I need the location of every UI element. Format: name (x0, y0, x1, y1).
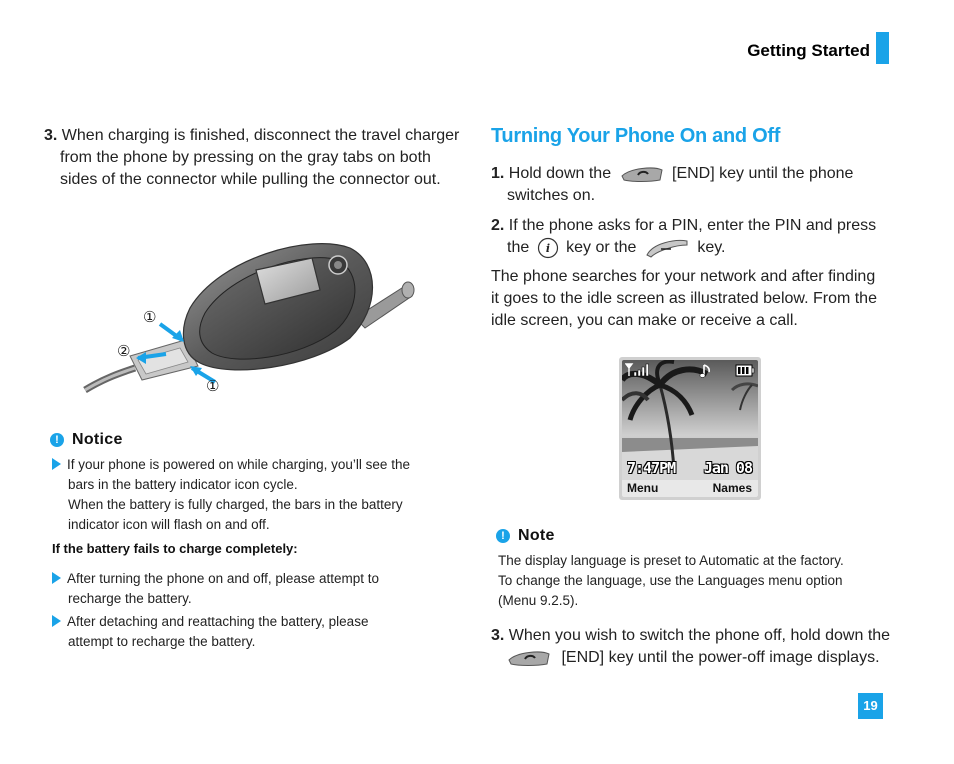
right-paragraph (491, 266, 901, 332)
notice-bullet-1-line-3: When the battery is fully charged, the bars in the battery (68, 497, 403, 512)
figure-callout-1-top: ① (143, 309, 157, 326)
note-line-2: To change the language, use the Languages menu option (498, 573, 843, 588)
section-heading: Turning Your Phone On and Off (491, 125, 781, 147)
right-step-2-text: If the phone asks for a PIN, enter the PIN and press (508, 217, 877, 234)
screen-softkey-menu: Menu (627, 481, 659, 495)
signal-icon (625, 363, 651, 377)
right-step-3 (491, 625, 901, 669)
warning-icon: ! (496, 529, 510, 543)
notice-bullet-1-line-2: bars in the battery indicator icon cycle. (68, 477, 298, 492)
section-title: Getting Started (747, 41, 870, 60)
bullet-triangle-icon (52, 458, 61, 470)
screen-softkey-bar (622, 480, 758, 497)
left-step-3 (44, 125, 460, 191)
notice-subhead: If the battery fails to charge completely: (52, 541, 298, 556)
notice-bullet-1-line-4: indicator icon will flash on and off. (68, 517, 270, 532)
right-paragraph-line-1: The phone searches for your network and after finding (491, 268, 876, 285)
notice-bullet-2-line-2: recharge the battery. (68, 591, 192, 606)
right-step-2-mid: key or the (566, 239, 637, 257)
right-step-3-line-1: When you wish to switch the phone off, hold down the (508, 627, 891, 644)
right-step-2-number: 2. (491, 217, 505, 234)
figure-callout-2: ② (117, 343, 131, 360)
note-body (498, 551, 898, 611)
notice-bullet-3 (52, 612, 452, 652)
right-step-1-line-2: switches on. (507, 187, 596, 204)
note-line-3: (Menu 9.2.5). (498, 593, 579, 608)
notice-bullet-2 (52, 569, 452, 609)
right-step-1-number: 1. (491, 165, 505, 182)
notice-header (50, 431, 123, 449)
right-step-1-after: [END] key until the phone (672, 165, 854, 182)
right-step-1 (491, 163, 891, 207)
note-header (496, 527, 555, 545)
right-step-2 (491, 215, 891, 259)
figure-callout-1-bottom: ① (206, 378, 220, 395)
right-step-2-end: key. (697, 239, 726, 257)
right-step-1-before: Hold down the (508, 165, 612, 182)
notice-bullet-3-line-1: After detaching and reattaching the battery, please (67, 614, 369, 629)
svg-text:i: i (545, 242, 550, 255)
section-accent-bar (876, 32, 889, 64)
right-paragraph-line-3: idle screen, you can make or receive a call. (491, 312, 798, 329)
note-line-1: The display language is preset to Automatic at the factory. (498, 553, 844, 568)
note-title: Note (518, 527, 555, 544)
soft-key-icon (645, 237, 689, 259)
left-step-3-text: When charging is finished, disconnect the travel charger from the phone by pressing on the gray tabs on both sides of the connector while pulling the connector out. (60, 127, 460, 188)
notice-title: Notice (72, 431, 123, 448)
right-step-3-line-2: [END] key until the power-off image displays. (561, 649, 880, 666)
notice-bullet-1-line-1: If your phone is powered on while charging, you’ll see the (67, 457, 410, 472)
phone-charger-illustration (80, 228, 420, 403)
right-paragraph-line-2: it goes to the idle screen as illustrated below. From the (491, 290, 877, 307)
right-step-3-number: 3. (491, 627, 505, 644)
page-number: 19 (858, 693, 883, 719)
bullet-triangle-icon (52, 572, 61, 584)
screen-clock: 7:47PM (627, 459, 676, 477)
music-note-icon (699, 363, 713, 379)
screen-softkey-names: Names (712, 481, 752, 495)
notice-bullet-3-line-2: attempt to recharge the battery. (68, 634, 256, 649)
bullet-triangle-icon (52, 615, 61, 627)
battery-icon (735, 364, 755, 377)
end-key-icon (507, 648, 551, 668)
ok-key-icon (537, 237, 559, 259)
right-step-2-the: the (507, 239, 530, 257)
warning-icon: ! (50, 433, 64, 447)
notice-bullet-2-line-1: After turning the phone on and off, please attempt to (67, 571, 379, 586)
screen-date: Jan 08 (703, 459, 752, 477)
notice-bullet-1 (52, 455, 452, 535)
left-step-3-number: 3. (44, 127, 58, 144)
idle-screen-image (619, 357, 761, 500)
end-key-icon (620, 164, 664, 184)
